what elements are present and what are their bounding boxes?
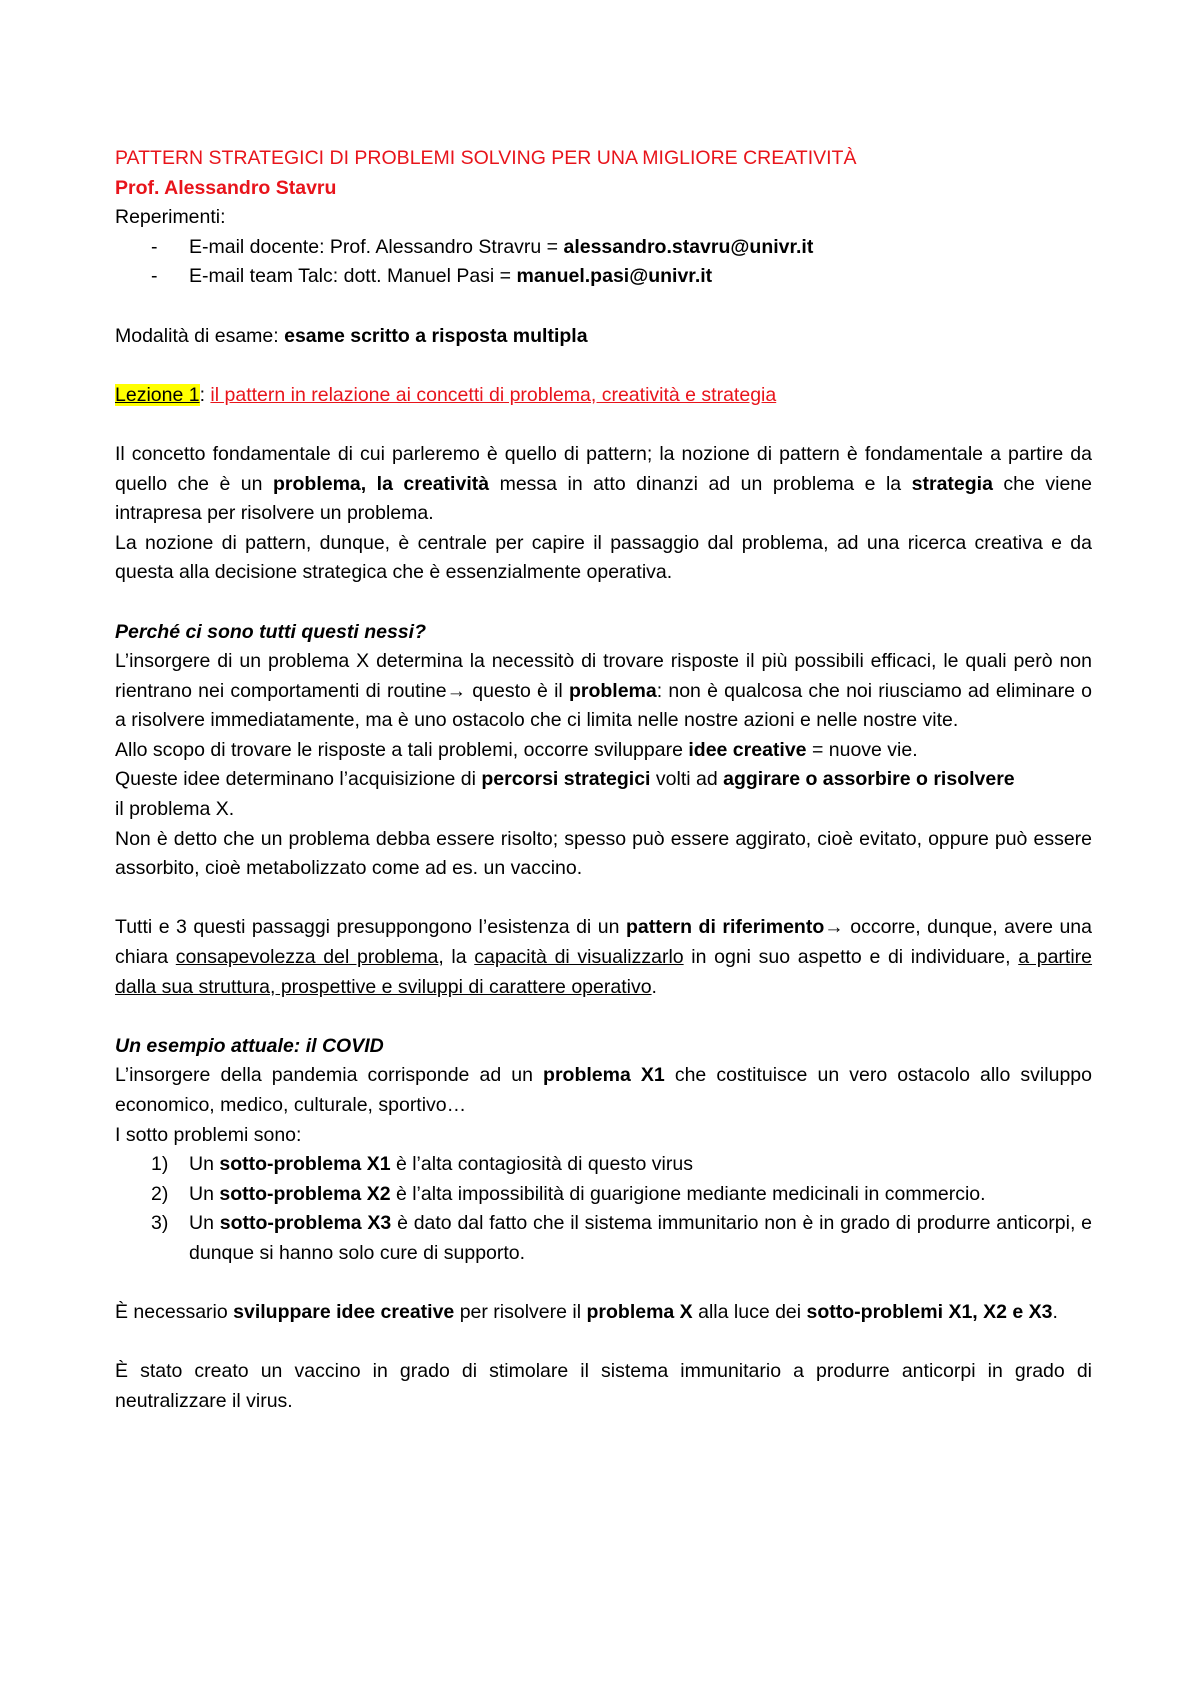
why-paragraph-3b: il problema X. xyxy=(115,798,235,821)
subproblems-heading: I sotto problemi sono: xyxy=(115,1123,302,1146)
lesson-title: il pattern in relazione ai concetti di problema, creatività e strategia xyxy=(210,383,777,406)
arrow-icon: → xyxy=(824,916,844,939)
intro-paragraph-1: Il concetto fondamentale di cui parleremo è quello di pattern; la nozione di pattern è fondamentale a partire da quello che è un problema, la creatività messa in atto dinanzi ad un problema e la strategia che viene intrapresa per risolvere un problema. xyxy=(115,442,1092,525)
contact-item-teacher: - E-mail docente: Prof. Alessandro Stravru = alessandro.stavru@univr.it xyxy=(151,235,814,258)
why-paragraph-4: Non è detto che un problema debba essere risolto; spesso può essere aggirato, cioè evitato, oppure può essere assorbito, cioè metabolizzato come ad es. un vaccino. xyxy=(115,827,1092,880)
lesson-heading: Lezione 1: il pattern in relazione ai concetti di problema, creatività e strategia xyxy=(115,383,777,406)
lesson-label: Lezione 1 xyxy=(115,383,200,406)
teacher-email: alessandro.stavru@univr.it xyxy=(563,235,814,258)
list-item: 1) Un sotto-problema X1 è l’alta contagiosità di questo virus xyxy=(151,1153,693,1176)
subproblems-list xyxy=(115,1150,1092,1268)
why-paragraph-2: Allo scopo di trovare le risposte a tali problemi, occorre sviluppare idee creative = nuove vie. xyxy=(115,738,918,761)
contacts-heading: Reperimenti: xyxy=(115,206,226,229)
why-paragraph-3: Queste idee determinano l’acquisizione di percorsi strategici volti ad aggirare o assorbire o risolvere xyxy=(115,768,1015,791)
conclusion-paragraph-2: È stato creato un vaccino in grado di stimolare il sistema immunitario a produrre anticorpi in grado di neutralizzare il virus. xyxy=(115,1360,1092,1412)
intro-paragraph-2: La nozione di pattern, dunque, è centrale per capire il passaggio dal problema, ad una ricerca creativa e da questa alla decisione strategica che è essenzialmente operativa. xyxy=(115,531,1092,584)
arrow-icon: → xyxy=(446,679,467,702)
steps-paragraph: Tutti e 3 questi passaggi presuppongono l’esistenza di un pattern di riferimento→ occorre, dunque, avere una chiara consapevolezza del problema, la capacità di visualizzarlo in ogni suo aspetto e di individuare, a partire dalla sua struttura, prospettive e sviluppi di carattere operativo. xyxy=(115,916,1093,998)
team-email: manuel.pasi@univr.it xyxy=(516,265,713,288)
why-paragraph-1: L’insorgere di un problema X determina la necessitò di trovare risposte il più possibili efficaci, le quali però non rientrano nei comportamenti di routine→ questo è il problema: non è qualcosa che noi riusciamo ad eliminare o a risolvere immediatamente, ma è uno ostacolo che ci limita nelle nostre azioni e nelle nostre vite. xyxy=(115,650,1092,732)
exam-mode: Modalità di esame: esame scritto a risposta multipla xyxy=(115,324,588,347)
list-item: 3) Un sotto-problema X3 è dato dal fatto che il sistema immunitario non è in grado di produrre anticorpi, e dunque si hanno solo cure di supporto. xyxy=(151,1212,1092,1264)
covid-paragraph-1: L’insorgere della pandemia corrisponde ad un problema X1 che costituisce un vero ostacolo allo sviluppo economico, medico, culturale, sportivo… xyxy=(115,1064,1092,1116)
document-content xyxy=(115,144,1092,1417)
list-item: 2) Un sotto-problema X2 è l’alta impossibilità di guarigione mediante medicinali in commercio. xyxy=(151,1182,986,1205)
contact-item-team: - E-mail team Talc: dott. Manuel Pasi = manuel.pasi@univr.it xyxy=(151,265,713,288)
document-title: PATTERN STRATEGICI DI PROBLEMI SOLVING PER UNA MIGLIORE CREATIVITÀ xyxy=(115,147,857,169)
contacts-list xyxy=(115,233,1092,292)
covid-heading: Un esempio attuale: il COVID xyxy=(115,1034,384,1057)
professor-name: Prof. Alessandro Stavru xyxy=(115,176,337,199)
why-heading: Perché ci sono tutti questi nessi? xyxy=(115,620,426,643)
conclusion-paragraph-1: È necessario sviluppare idee creative per risolvere il problema X alla luce dei sotto-problemi X1, X2 e X3. xyxy=(115,1301,1058,1324)
